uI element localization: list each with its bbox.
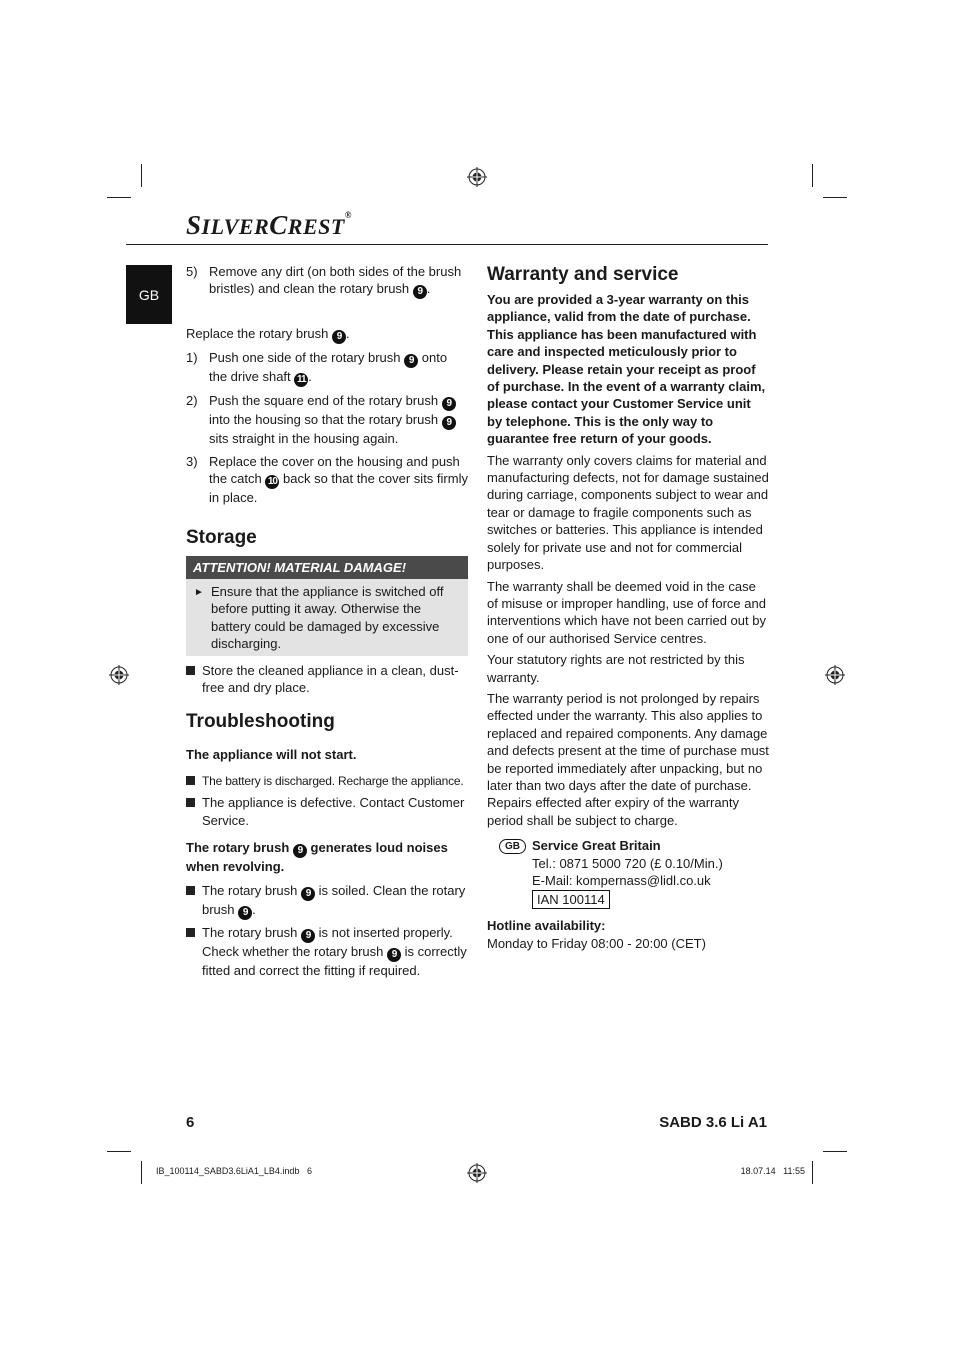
print-date-info: 18.07.14 11:55 — [740, 1166, 805, 1176]
attention-box: ► Ensure that the appliance is switched off before putting it away. Otherwise the battery could be damaged by excessive discharging. — [186, 579, 468, 656]
bullet-square-icon — [186, 666, 195, 675]
step-5: 5) Remove any dirt (on both sides of the brush bristles) and clean the rotary brush 9 . — [186, 264, 462, 298]
part-9-icon: 9 — [387, 948, 401, 962]
hotline-title: Hotline availability: — [487, 918, 606, 934]
bullet-square-icon — [186, 928, 195, 937]
model-name: SABD 3.6 Li A1 — [659, 1114, 767, 1131]
problem-2-item: The rotary brush 9 is soiled. Clean the rotary brush 9 . — [186, 882, 468, 920]
bullet-square-icon — [186, 798, 195, 807]
crop-mark — [812, 164, 813, 187]
right-column — [487, 263, 769, 952]
part-9-icon: 9 — [413, 285, 427, 299]
part-11-icon: 11 — [294, 373, 308, 387]
warranty-paragraph: The warranty period is not prolonged by repairs effected under the warranty. This also applies to replaced and repaired components. Any damage and defects present at the time of purchase must be reported immediately after unpacking, but no later than two days after the date of purchase. Repairs effected after expiry of the warranty period shall be subject to charge. — [487, 690, 769, 828]
crop-mark — [812, 1161, 813, 1184]
part-9-icon: 9 — [238, 906, 252, 920]
warranty-paragraph: The warranty only covers claims for material and manufacturing defects, not for damage sustained during carriage, components subject to wear and tear or damage to fragile components such as switches or batteries. This appliance is intended solely for private use and not for commercial purposes. — [487, 452, 769, 573]
registration-mark-icon — [109, 665, 129, 685]
header-rule — [126, 244, 768, 245]
part-9-icon: 9 — [332, 330, 346, 344]
language-tab: GB — [126, 265, 172, 324]
left-column — [186, 263, 468, 983]
registration-mark-icon — [825, 665, 845, 685]
warranty-heading: Warranty and service — [487, 264, 679, 285]
registration-mark-icon — [467, 1163, 487, 1183]
brand-logo: SILVERCREST® — [186, 210, 353, 240]
service-block — [487, 837, 769, 909]
part-10-icon: 10 — [265, 475, 279, 489]
crop-mark — [823, 1151, 847, 1152]
service-title: Service Great Britain — [532, 838, 661, 854]
crop-mark — [107, 197, 131, 198]
country-badge: GB — [499, 839, 526, 854]
registration-mark-icon — [467, 167, 487, 187]
warranty-paragraph: Your statutory rights are not restricted by this warranty. — [487, 652, 745, 685]
crop-mark — [141, 164, 142, 187]
crop-mark — [107, 1151, 131, 1152]
attention-label: ATTENTION! MATERIAL DAMAGE! — [186, 556, 468, 579]
problem-1-item: The appliance is defective. Contact Customer Service. — [186, 794, 468, 829]
service-email: E-Mail: kompernass@lidl.co.uk — [532, 873, 711, 888]
problem-1-item: The battery is discharged. Recharge the appliance. — [186, 772, 468, 790]
part-9-icon: 9 — [293, 844, 307, 858]
part-9-icon: 9 — [301, 929, 315, 943]
problem-2-item: The rotary brush 9 is not inserted properly. Check whether the rotary brush 9 is correctly fitted and correct the fitting if required. — [186, 924, 468, 979]
part-9-icon: 9 — [301, 887, 315, 901]
page-number: 6 — [186, 1114, 195, 1131]
crop-mark — [823, 197, 847, 198]
storage-heading: Storage — [186, 526, 257, 548]
part-9-icon: 9 — [404, 354, 418, 368]
ian-number: IAN 100114 — [532, 890, 610, 909]
bullet-square-icon — [186, 776, 195, 785]
warranty-paragraph: The warranty shall be deemed void in the case of misuse or improper handling, use of force and interventions which have not been carried out by one of our authorised Service centres. — [487, 578, 766, 646]
hotline-hours: Monday to Friday 08:00 - 20:00 (CET) — [487, 935, 706, 951]
replace-step-1: 1) Push one side of the rotary brush 9 onto the drive shaft 11 . — [186, 350, 448, 386]
replace-intro: Replace the rotary brush 9 . — [186, 326, 350, 343]
part-9-icon: 9 — [442, 397, 456, 411]
warranty-intro: You are provided a 3-year warranty on this appliance, valid from the date of purchase. This appliance has been manufactured with care and inspected meticulously prior to delivery. Please retain your receipt as proof of purchase. In the event of a warranty claim, please contact your Customer Service unit by telephone. This is the only way to guarantee free return of your goods. — [487, 292, 766, 447]
bullet-square-icon — [186, 886, 195, 895]
part-9-icon: 9 — [442, 416, 456, 430]
service-tel: Tel.: 0871 5000 720 (£ 0.10/Min.) — [532, 855, 723, 871]
replace-step-3: 3) Replace the cover on the housing and push the catch 10 back so that the cover sits firmly in place. — [186, 453, 468, 506]
problem-2: The rotary brush 9 generates loud noises when revolving. — [186, 840, 448, 875]
replace-step-2: 2) Push the square end of the rotary brush 9 into the housing so that the rotary brush 9 sits straight in the housing again. — [186, 392, 468, 447]
arrow-right-icon: ► — [194, 587, 204, 599]
problem-1: The appliance will not start. — [186, 747, 357, 763]
crop-mark — [141, 1161, 142, 1184]
print-file-info: IB_100114_SABD3.6LiA1_LB4.indb 6 — [156, 1166, 312, 1176]
storage-bullet: Store the cleaned appliance in a clean, dust-free and dry place. — [186, 662, 468, 697]
troubleshooting-heading: Troubleshooting — [186, 711, 335, 733]
